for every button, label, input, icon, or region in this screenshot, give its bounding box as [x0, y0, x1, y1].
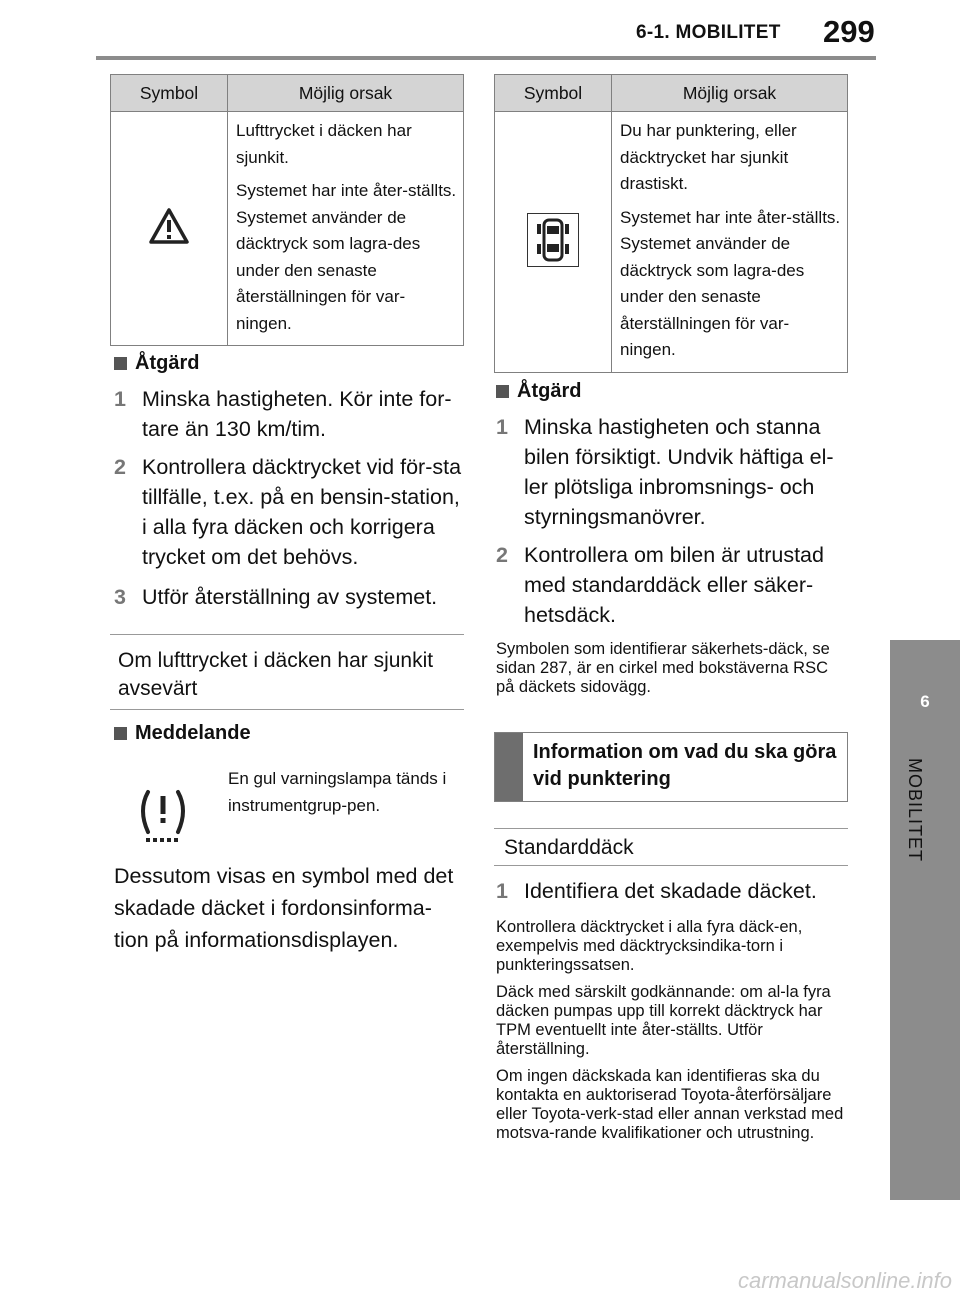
col-symbol-header: Symbol [111, 75, 228, 112]
col-cause-header: Möjlig orsak [612, 75, 848, 112]
step-number: 2 [496, 543, 508, 567]
header-rule [96, 56, 876, 60]
step-number: 1 [496, 415, 508, 439]
section-title: 6-1. MOBILITET [636, 22, 781, 43]
step-number: 2 [114, 455, 126, 479]
step-text: Minska hastigheten och stanna bilen försiktigt. Undvik häftiga el-ler plötsliga inbromsnings- och styrningsmanövrer. [524, 415, 834, 529]
action-heading [114, 352, 199, 375]
step-item [496, 412, 848, 532]
chapter-label: MOBILITET [905, 758, 925, 863]
message-heading [114, 722, 251, 745]
action-heading-text: Åtgärd [135, 352, 200, 374]
bullet-square-icon [496, 385, 509, 398]
bullet-square-icon [114, 727, 127, 740]
action-heading-text: Åtgärd [517, 380, 582, 402]
info-heading-box [494, 732, 848, 802]
body-paragraphs [496, 918, 848, 1151]
warning-triangle-icon [148, 230, 190, 249]
note-text: Symbolen som identifierar säkerhets-däck, se sidan 287, är en cirkel med bokstäverna RSC på däckets sidovägg. [496, 640, 830, 696]
info-box [110, 634, 464, 710]
step-item [114, 452, 466, 572]
standard-heading-box [494, 828, 848, 866]
step-number: 3 [114, 585, 126, 609]
step-text: Minska hastigheten. Kör inte for-tare än 130 km/tim. [142, 387, 452, 441]
body-paragraph: Dessutom visas en symbol med det skadade däcket i fordonsinforma-tion på informationsdisplayen. [114, 864, 454, 952]
cause-text: Du har punktering, eller däcktrycket har sjunkit drastiskt. [620, 121, 797, 193]
car-tire-damage-icon [527, 213, 579, 267]
symbol-table-right [494, 74, 848, 373]
cause-text: Systemet har inte åter-ställts. Systemet använder de däcktryck som lagra-des under den senaste återställningen för var-ningen. [236, 181, 457, 333]
message-text: En gul varningslampa tänds i instrumentgrup-pen. [228, 769, 447, 815]
body-paragraph: Kontrollera däcktrycket i alla fyra däck-en, exempelvis med däcktrycksindika-torn i punkteringssatsen. [496, 918, 803, 974]
chapter-number: 6 [920, 692, 930, 711]
chapter-tab [890, 640, 960, 1200]
body-paragraph: Däck med särskilt godkännande: om al-la fyra däcken pumpas upp till korrekt däcktryck har TPM eventuellt inte åter-ställts. Utför återställning. [496, 983, 831, 1058]
step-item [114, 582, 466, 612]
cause-cell [612, 112, 848, 373]
symbol-cell [495, 112, 612, 373]
step-number: 1 [496, 879, 508, 903]
info-box-heading: Om lufttrycket i däcken har sjunkit avsevärt [118, 649, 434, 700]
cause-text: Lufttrycket i däcken har sjunkit. [236, 121, 412, 167]
step-item [496, 876, 848, 906]
symbol-table-left [110, 74, 464, 346]
page-number: 299 [823, 14, 875, 49]
step-text: Kontrollera om bilen är utrustad med standarddäck eller säker-hetsdäck. [524, 543, 824, 627]
action-heading [496, 380, 581, 403]
standard-heading: Standarddäck [504, 836, 634, 859]
col-symbol-header: Symbol [495, 75, 612, 112]
message-heading-text: Meddelande [135, 722, 251, 744]
step-text: Kontrollera däcktrycket vid för-sta tillfälle, t.ex. på en bensin-station, i alla fyra däcken och korrigera trycket om det behövs. [142, 455, 462, 569]
info-heading: Information om vad du ska göra vid punktering [533, 741, 837, 790]
info-heading-bar [495, 733, 523, 801]
watermark: carmanualsonline.info [737, 1268, 952, 1293]
cause-cell [228, 112, 464, 346]
body-paragraph: Om ingen däckskada kan identifieras ska du kontakta en auktoriserad Toyota-återförsäljare eller Toyota-verk-stad eller annan verkstad med motsva-rande kvalifikationer och utrustning. [496, 1067, 844, 1142]
step-number: 1 [114, 387, 126, 411]
tire-pressure-warning-icon [136, 786, 190, 849]
cause-text: Systemet har inte åter-ställts. Systemet använder de däcktryck som lagra-des under den senaste återställningen för var-ningen. [620, 207, 841, 359]
col-cause-header: Möjlig orsak [228, 75, 464, 112]
step-item [114, 384, 466, 444]
bullet-square-icon [114, 357, 127, 370]
step-text: Utför återställning av systemet. [142, 585, 438, 609]
symbol-cell [111, 112, 228, 346]
step-item [496, 540, 848, 630]
step-text: Identifiera det skadade däcket. [524, 879, 817, 903]
